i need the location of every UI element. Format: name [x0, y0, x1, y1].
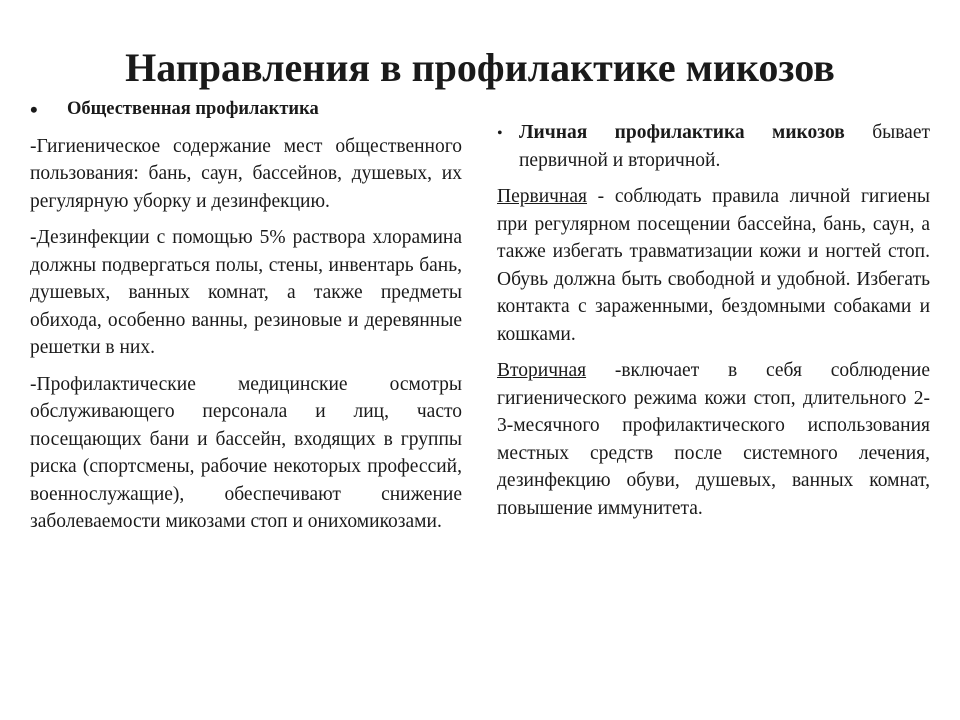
disinfection-paragraph: -Дезинфекции с помощью 5% раствора хлорамина должны подвергаться полы, стены, инвентарь бань, душевых, ванных комнат, а также предметы обихода, особенно ванны, резиновые и деревянные решетки в них.: [30, 227, 462, 358]
secondary-term: Вторичная: [497, 360, 587, 381]
personal-prophylaxis-column: [497, 119, 930, 531]
public-prophylaxis-column: [30, 96, 462, 545]
personal-prophylaxis-intro: [497, 119, 930, 174]
intro-text: бывает первичной и вторичной.: [519, 122, 930, 171]
secondary-prophylaxis-paragraph: [497, 357, 930, 522]
public-prophylaxis-heading: [30, 96, 462, 124]
hygiene-paragraph: -Гигиеническое содержание мест общественного пользования: бань, саун, бассейнов, душевых, их регулярную уборку и дезинфекцию.: [30, 135, 462, 212]
primary-prophylaxis-paragraph: [497, 183, 930, 348]
primary-text: - соблюдать правила личной гигиены при регулярном посещении бассейна, бань, саун, а также избегать травматизации кожи и ногтей стоп. Обувь должна быть свободной и удобной. Избегать контакта с зараженными, бездомными собаками и кошками.: [497, 186, 930, 345]
primary-term: Первичная: [497, 186, 587, 207]
medical-exam-paragraph: -Профилактические медицинские осмотры обслуживающего персонала и лиц, часто посещающих бани и бассейн, входящих в группы риска (спортсмены, рабочие некоторых профессий, военнослужащие), обеспечивают снижение заболеваемости микозами стоп и онихомикозами.: [30, 373, 462, 532]
bullet-icon: •: [30, 97, 38, 122]
slide-title: Направления в профилактике микозов: [125, 45, 835, 90]
secondary-text: -включает в себя соблюдение гигиенического режима кожи стоп, длительного 2-3-месячного профилактического использования местных средств после системного лечения, дезинфекцию обуви, душевых, ванных комнат, повышение иммунитета.: [497, 360, 930, 519]
bullet-icon: •: [497, 125, 503, 142]
heading-text: Общественная профилактика: [67, 99, 319, 119]
personal-prophylaxis-term: Личная профилактика микозов: [519, 122, 845, 143]
